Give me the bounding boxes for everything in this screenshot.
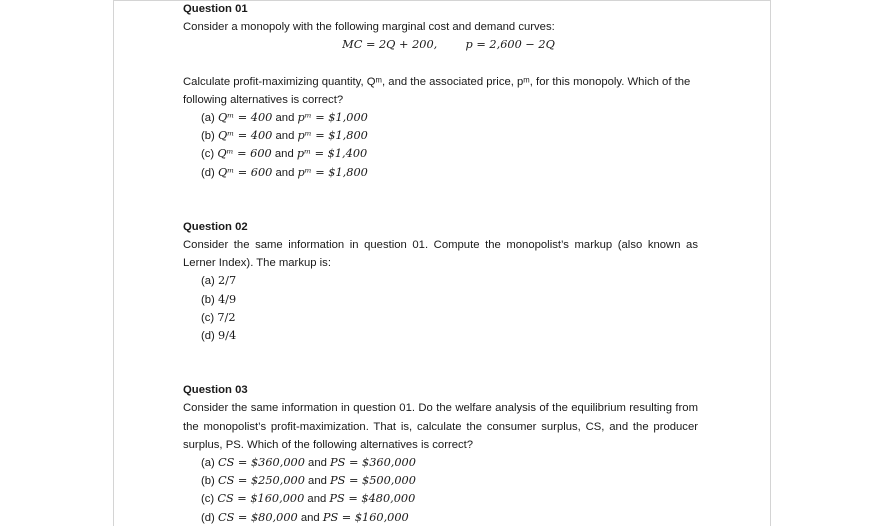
option-price: pᵐ = $1,000: [297, 111, 368, 125]
option-label: (c): [201, 493, 215, 506]
option-quantity: Qᵐ = 600: [217, 165, 273, 179]
option-price: pᵐ = $1,800: [297, 129, 368, 143]
option-value: 9/4: [217, 329, 237, 343]
option-quantity: Qᵐ = 600: [217, 147, 272, 161]
question-03-options: [183, 454, 698, 527]
option-label: (a): [201, 112, 215, 125]
option-label: (a): [201, 275, 215, 288]
option-connector: and: [308, 457, 327, 470]
option-label: (d): [201, 330, 215, 343]
option-quantity: Qᵐ = 400: [217, 129, 273, 143]
question-03: [183, 381, 698, 527]
option-label: (d): [201, 166, 215, 179]
question-01-intro: Consider a monopoly with the following marginal cost and demand curves:: [183, 21, 555, 34]
option-connector: and: [308, 475, 327, 488]
question-02-title: Question 02: [183, 220, 248, 233]
option-label: (b): [201, 293, 215, 306]
question-01: [183, 0, 698, 182]
option-consumer-surplus: CS = $250,000: [217, 474, 305, 488]
option-label: (b): [201, 130, 215, 143]
question-01-prompt: Calculate profit-maximizing quantity, Qᵐ, and the associated price, pᵐ, for this monopoly. Which of the following alternatives is correct?: [183, 75, 691, 106]
option-label: (b): [201, 475, 215, 488]
option-price: pᵐ = $1,400: [296, 147, 368, 161]
question-02-prompt: Consider the same information in question 01. Compute the monopolist’s markup (also known as Lerner Index). The markup is:: [183, 239, 698, 270]
option-d[interactable]: [183, 509, 698, 527]
option-label: (c): [201, 311, 215, 324]
question-02-options: [183, 272, 698, 345]
option-consumer-surplus: CS = $160,000: [217, 492, 305, 506]
option-price: pᵐ = $1,800: [297, 165, 368, 179]
option-b[interactable]: [183, 291, 698, 309]
option-b[interactable]: [183, 472, 698, 490]
question-01-options: [183, 109, 698, 182]
option-consumer-surplus: CS = $80,000: [217, 510, 298, 524]
option-producer-surplus: PS = $500,000: [330, 474, 416, 488]
question-01-title: Question 01: [183, 3, 248, 15]
question-03-prompt: Consider the same information in question 01. Do the welfare analysis of the equilibrium resulting from the monopolist’s profit-maximization. That is, calculate the consumer surplus, CS, and the producer surplus, PS. Which of the following alternatives is correct?: [183, 402, 698, 451]
option-c[interactable]: [183, 490, 698, 508]
demand-equation: p = 2,600 − 2Q: [465, 38, 555, 52]
option-label: (c): [201, 148, 215, 161]
option-connector: and: [274, 148, 294, 161]
option-d[interactable]: [183, 327, 698, 345]
option-label: (a): [201, 457, 215, 470]
option-producer-surplus: PS = $160,000: [322, 510, 409, 524]
option-c[interactable]: [183, 145, 698, 163]
question-01-equations: [183, 36, 698, 54]
question-02: [183, 218, 698, 345]
marginal-cost-equation: MC = 2Q + 200,: [342, 38, 438, 52]
option-value: 7/2: [217, 310, 236, 324]
option-c[interactable]: [183, 309, 698, 327]
option-b[interactable]: [183, 127, 698, 145]
option-connector: and: [307, 493, 327, 506]
option-d[interactable]: [183, 164, 698, 182]
question-03-title: Question 03: [183, 384, 248, 397]
option-label: (d): [201, 511, 215, 524]
option-a[interactable]: [183, 454, 698, 472]
option-connector: and: [275, 112, 295, 125]
option-connector: and: [275, 166, 295, 179]
option-quantity: Qᵐ = 400: [217, 111, 273, 125]
option-a[interactable]: [183, 109, 698, 127]
option-a[interactable]: [183, 272, 698, 290]
option-connector: and: [300, 511, 320, 524]
document-content: [183, 0, 698, 527]
option-value: 4/9: [217, 292, 237, 306]
option-connector: and: [275, 130, 295, 143]
option-consumer-surplus: CS = $360,000: [217, 456, 305, 470]
option-value: 2/7: [217, 274, 237, 288]
option-producer-surplus: PS = $480,000: [329, 492, 416, 506]
option-producer-surplus: PS = $360,000: [330, 456, 416, 470]
